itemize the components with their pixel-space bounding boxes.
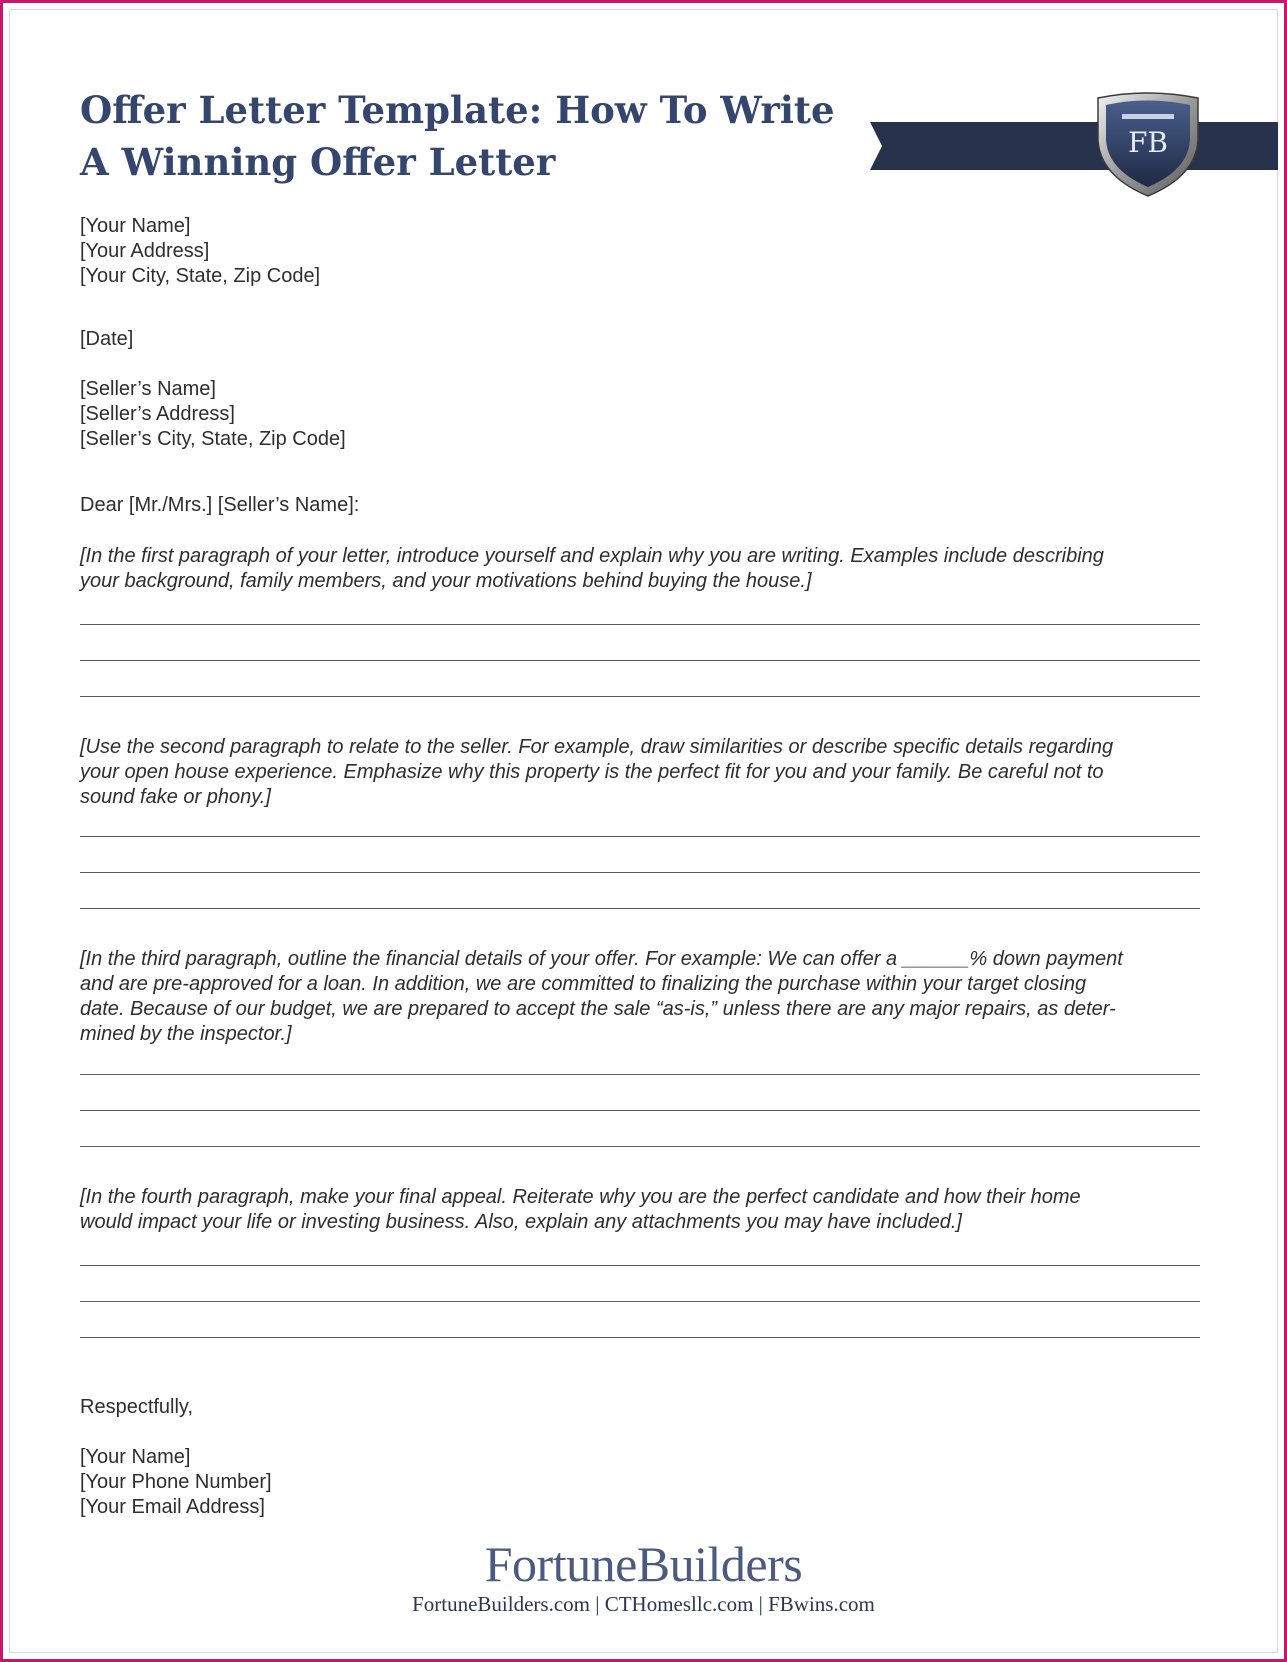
- paragraph-line: and are pre-approved for a loan. In addition, we are committed to finalizing the purchase within your target closing: [80, 973, 1087, 995]
- writing-line[interactable]: [80, 1265, 1200, 1266]
- writing-line[interactable]: [80, 1301, 1200, 1302]
- letter-date: [80, 327, 133, 352]
- brand-wordmark: FortuneBuilders: [484, 1536, 803, 1592]
- signature-line: [Your Phone Number]: [80, 1471, 272, 1493]
- header-banner: [870, 122, 1278, 170]
- paragraph-line: would impact your life or investing business. Also, explain any attachments you may have included.]: [80, 1211, 962, 1233]
- paragraph-3-prompt: [80, 947, 1200, 1047]
- recipient-line: [Seller’s Address]: [80, 403, 235, 425]
- logo-text: FB: [1127, 126, 1169, 159]
- writing-line[interactable]: [80, 1074, 1200, 1075]
- salutation-text: Dear [Mr./Mrs.] [Seller’s Name]:: [80, 494, 360, 516]
- writing-line[interactable]: [80, 696, 1200, 697]
- writing-line[interactable]: [80, 872, 1200, 873]
- sender-line: [Your City, State, Zip Code]: [80, 265, 321, 287]
- date-text: [Date]: [80, 328, 134, 350]
- title-line-1: Offer Letter Template: How To Write: [80, 88, 835, 132]
- paragraph-line: date. Because of our budget, we are prepared to accept the sale “as-is,” unless there are any major repairs, as deter-: [80, 998, 1116, 1020]
- closing-text: Respectfully,: [80, 1396, 194, 1418]
- recipient-line: [Seller’s Name]: [80, 378, 216, 400]
- paragraph-line: sound fake or phony.]: [80, 786, 271, 808]
- writing-line[interactable]: [80, 1146, 1200, 1147]
- paragraph-line: [In the first paragraph of your letter, introduce yourself and explain why you are writing. Examples include describing: [80, 545, 1104, 567]
- paragraph-2-prompt: [80, 735, 1200, 810]
- title-line-2: A Winning Offer Letter: [80, 140, 556, 184]
- paragraph-line: [In the fourth paragraph, make your final appeal. Reiterate why you are the perfect candidate and how their home: [80, 1186, 1081, 1208]
- paragraph-4-prompt: [80, 1185, 1200, 1235]
- paragraph-line: [Use the second paragraph to relate to the seller. For example, draw similarities or describe specific details regarding: [80, 736, 1114, 758]
- paragraph-line: your open house experience. Emphasize why this property is the perfect fit for you and your family. Be careful not to: [80, 761, 1104, 783]
- writing-line[interactable]: [80, 1337, 1200, 1338]
- document-title: [80, 84, 840, 188]
- signature-line: [Your Name]: [80, 1446, 191, 1468]
- recipient-line: [Seller’s City, State, Zip Code]: [80, 428, 346, 450]
- paragraph-1-prompt: [80, 544, 1200, 594]
- recipient-address: [80, 377, 346, 452]
- salutation: [80, 493, 359, 518]
- footer-links: FortuneBuilders.com | CTHomesllc.com | FBwins.com: [412, 1592, 875, 1616]
- signature-line: [Your Email Address]: [80, 1496, 265, 1518]
- writing-line[interactable]: [80, 624, 1200, 625]
- sender-address: [80, 214, 320, 289]
- paragraph-line: [In the third paragraph, outline the financial details of your offer. For example: We can offer a ______% down payment: [80, 948, 1123, 970]
- paragraph-line: mined by the inspector.]: [80, 1023, 292, 1045]
- closing: [80, 1395, 193, 1420]
- writing-line[interactable]: [80, 1110, 1200, 1111]
- sender-line: [Your Name]: [80, 215, 191, 237]
- paragraph-line: your background, family members, and your motivations behind buying the house.]: [80, 570, 812, 592]
- signature-block: [80, 1445, 272, 1520]
- writing-line[interactable]: [80, 836, 1200, 837]
- sender-line: [Your Address]: [80, 240, 210, 262]
- writing-line[interactable]: [80, 908, 1200, 909]
- writing-line[interactable]: [80, 660, 1200, 661]
- fb-shield-logo: [1092, 88, 1204, 200]
